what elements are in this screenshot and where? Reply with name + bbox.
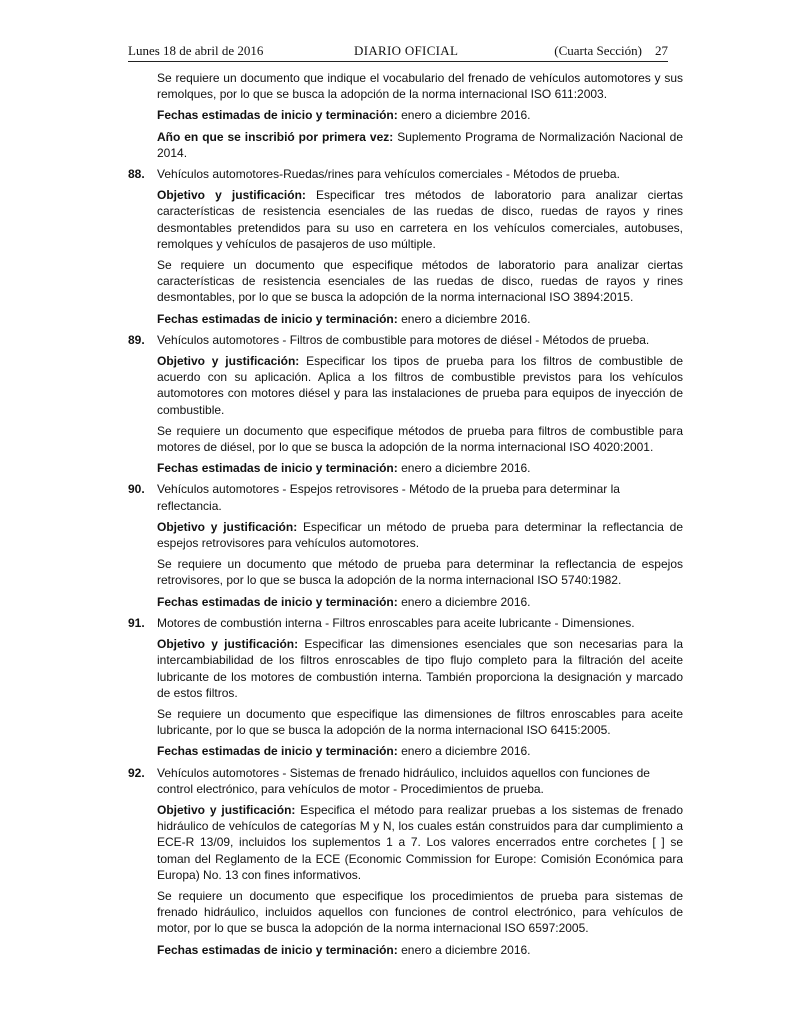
item-92-title — [128, 765, 683, 797]
objective-text: Especificar las dimensiones esenciales que son necesarias para la intercambiabilidad de los filtros enroscables de tipo flujo completo para la filtración del aceite lubricante de los motores de combustión interna. También proporciona la designación y marcado de estos filtros. — [157, 637, 684, 700]
item-title: Vehículos automotores - Espejos retrovisores - Método de la prueba para determinar la reflectancia. — [157, 482, 620, 513]
item-91-title — [128, 615, 683, 631]
intro-dates — [157, 107, 683, 123]
item-90-objective — [157, 519, 683, 551]
item-92-objective — [157, 802, 683, 883]
item-88-dates — [157, 311, 683, 327]
header-section: (Cuarta Sección) — [554, 43, 642, 58]
intro-year — [157, 129, 683, 161]
item-88-title — [128, 166, 683, 182]
objective-label: Objetivo y justificación: — [157, 354, 300, 369]
dates-label: Fechas estimadas de inicio y terminación: — [157, 461, 398, 476]
item-number: 91. — [128, 615, 145, 630]
dates-label: Fechas estimadas de inicio y terminación: — [157, 311, 398, 326]
objective-text: Especificar los tipos de prueba para los filtros de combustible de acuerdo con su aplicación. Aplica a los filtros de combustible previstos para los vehículos automotores con motores diésel y para las instalaciones de prueba para equipos de inyección de combustible. — [157, 354, 684, 417]
dates-value: enero a diciembre 2016. — [401, 744, 531, 759]
item-89-objective — [157, 353, 683, 418]
item-90-dates — [157, 594, 683, 610]
item-91-requirement: Se requiere un documento que especifique las dimensiones de filtros enroscables para aceite lubricante, por lo que se busca la adopción de la norma internacional ISO 6415:2005. — [157, 706, 683, 738]
header-section-page — [554, 43, 668, 59]
dates-value: enero a diciembre 2016. — [401, 311, 531, 326]
item-title: Vehículos automotores-Ruedas/rines para vehículos comerciales - Métodos de prueba. — [157, 167, 620, 182]
item-89-dates — [157, 460, 683, 476]
item-title: Vehículos automotores - Sistemas de frenado hidráulico, incluidos aquellos con funciones de control electrónico, para vehículos de motor - Procedimientos de prueba. — [157, 765, 650, 796]
item-89-title — [128, 332, 683, 348]
year-label: Año en que se inscribió por primera vez: — [157, 129, 394, 144]
objective-text: Especificar un método de prueba para determinar la reflectancia de espejos retrovisores para vehículos automotores. — [157, 519, 683, 551]
page-header — [128, 43, 668, 62]
objective-text: Especifica el método para realizar pruebas a los sistemas de frenado hidráulico de vehículos de categorías M y N, los cuales están construidos para dar cumplimiento a ECE-R 13/09, incluidos los suplementos 1 a 7. Los valores encerrados entre corchetes [ ] se toman del Reglamento de la ECE (Economic Commission for Europe: Comisión Económica para Europa) No. 13 con fines informativos. — [157, 802, 683, 882]
item-title: Motores de combustión interna - Filtros enroscables para aceite lubricante - Dimensiones. — [157, 615, 635, 630]
header-title: DIARIO OFICIAL — [354, 43, 459, 58]
item-91-objective — [157, 636, 683, 701]
item-92-dates — [157, 942, 683, 958]
objective-label: Objetivo y justificación: — [157, 637, 299, 652]
objective-label: Objetivo y justificación: — [157, 519, 298, 534]
item-91-dates — [157, 743, 683, 759]
dates-label: Fechas estimadas de inicio y terminación: — [157, 942, 398, 957]
objective-text: Especificar tres métodos de laboratorio para analizar ciertas características de resistencia esenciales de las ruedas de disco, ruedas de rayos y rines desmontables pretendidos para su uso en carretera en los vehículos comerciales, autobuses, remolques y vehículos de pasajeros de uso múltiple. — [157, 188, 683, 251]
dates-label: Fechas estimadas de inicio y terminación: — [157, 594, 398, 609]
dates-label: Fechas estimadas de inicio y terminación: — [157, 108, 398, 123]
dates-label: Fechas estimadas de inicio y terminación: — [157, 744, 398, 759]
item-92-requirement: Se requiere un documento que especifique los procedimientos de prueba para sistemas de frenado hidráulico, incluidos aquellos con funciones de control electrónico, para vehículos de motor, por lo que se busca la adopción de la norma internacional ISO 6597:2005. — [157, 888, 683, 936]
dates-value: enero a diciembre 2016. — [401, 461, 531, 476]
item-number: 88. — [128, 167, 145, 182]
item-number: 92. — [128, 765, 145, 780]
dates-value: enero a diciembre 2016. — [401, 594, 531, 609]
item-90-requirement: Se requiere un documento que método de prueba para determinar la reflectancia de espejos retrovisores, por lo que se busca la adopción de la norma internacional ISO 5740:1982. — [157, 557, 683, 588]
item-number: 90. — [128, 482, 145, 497]
dates-value: enero a diciembre 2016. — [401, 942, 531, 957]
item-title: Vehículos automotores - Filtros de combustible para motores de diésel - Métodos de prueba. — [157, 332, 650, 347]
objective-label: Objetivo y justificación: — [157, 802, 296, 817]
objective-label: Objetivo y justificación: — [157, 188, 306, 203]
document-body — [128, 70, 683, 963]
dates-value: enero a diciembre 2016. — [401, 108, 531, 123]
item-90-title — [128, 481, 683, 513]
item-number: 89. — [128, 332, 145, 347]
header-date: Lunes 18 de abril de 2016 — [128, 43, 264, 58]
item-88-requirement: Se requiere un documento que especifique métodos de laboratorio para analizar ciertas características de resistencia esenciales de las ruedas de disco, ruedas de rayos y rines desmontables, por lo que se busca la adopción de la norma internacional ISO 3894:2015. — [157, 258, 683, 305]
item-88-objective — [157, 187, 683, 252]
year-value: Suplemento Programa de Normalización Nacional de 2014. — [157, 129, 683, 160]
page-number: 27 — [655, 43, 668, 58]
item-89-requirement: Se requiere un documento que especifique métodos de prueba para filtros de combustible para motores de diésel, por lo que se busca la adopción de la norma internacional ISO 4020:2001. — [157, 423, 683, 455]
intro-requirement: Se requiere un documento que indique el vocabulario del frenado de vehículos automotores y sus remolques, por lo que se busca la adopción de la norma internacional ISO 611:2003. — [157, 71, 683, 102]
